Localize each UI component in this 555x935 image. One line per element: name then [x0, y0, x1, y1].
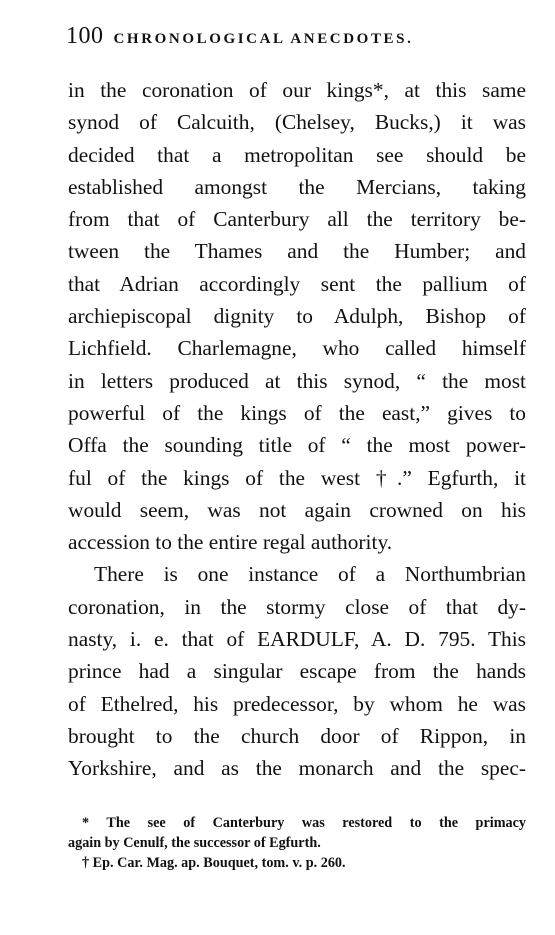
body-line: Offa the sounding title of “ the most power- — [68, 433, 526, 458]
body-line: There is one instance of a Northumbrian — [94, 562, 526, 587]
body-line: in the coronation of our kings*, at this same — [68, 78, 526, 102]
body-line: established amongst the Mercians, taking — [68, 174, 526, 199]
body-line: synod of Calcuith, (Chelsey, Bucks,) it was — [68, 110, 526, 135]
body-line: from that of Canterbury all the territory be- — [68, 207, 526, 232]
page-number: 100 — [66, 23, 104, 49]
body-line: that Adrian accordingly sent the pallium of — [68, 271, 526, 296]
body-text — [68, 74, 526, 785]
footnote-line: again by Cenulf, the successor of Egfurth. — [68, 835, 321, 851]
body-line: accession to the entire regal authority. — [68, 530, 393, 555]
page-header — [66, 22, 413, 53]
footnote-line: † Ep. Car. Mag. ap. Bouquet, tom. v. p. 260. — [82, 855, 346, 871]
body-line: brought to the church door of Rippon, in — [68, 723, 526, 748]
running-title: CHRONOLOGICAL ANECDOTES. — [113, 31, 414, 47]
body-line: Yorkshire, and as the monarch and the spec- — [68, 756, 526, 781]
body-line: would seem, was not again crowned on his — [68, 497, 526, 522]
body-line: tween the Thames and the Humber; and — [68, 239, 526, 264]
footnotes — [68, 813, 526, 873]
body-line: Lichfield. Charlemagne, who called himself — [68, 336, 526, 361]
body-line: decided that a metropolitan see should be — [68, 142, 526, 167]
body-line: nasty, i. e. that of EARDULF, A. D. 795. This — [68, 627, 526, 652]
body-line: archiepiscopal dignity to Adulph, Bishop of — [68, 304, 526, 329]
footnote-line: * The see of Canterbury was restored to the primacy — [82, 815, 526, 831]
body-line: ful of the kings of the west †.” Egfurth, it — [68, 465, 526, 490]
body-line: prince had a singular escape from the hands — [68, 659, 526, 684]
body-line: powerful of the kings of the east,” gives to — [68, 400, 526, 425]
body-line: coronation, in the stormy close of that dy- — [68, 594, 526, 619]
body-line: in letters produced at this synod, “ the most — [68, 368, 526, 393]
body-line: of Ethelred, his predecessor, by whom he was — [68, 691, 526, 716]
